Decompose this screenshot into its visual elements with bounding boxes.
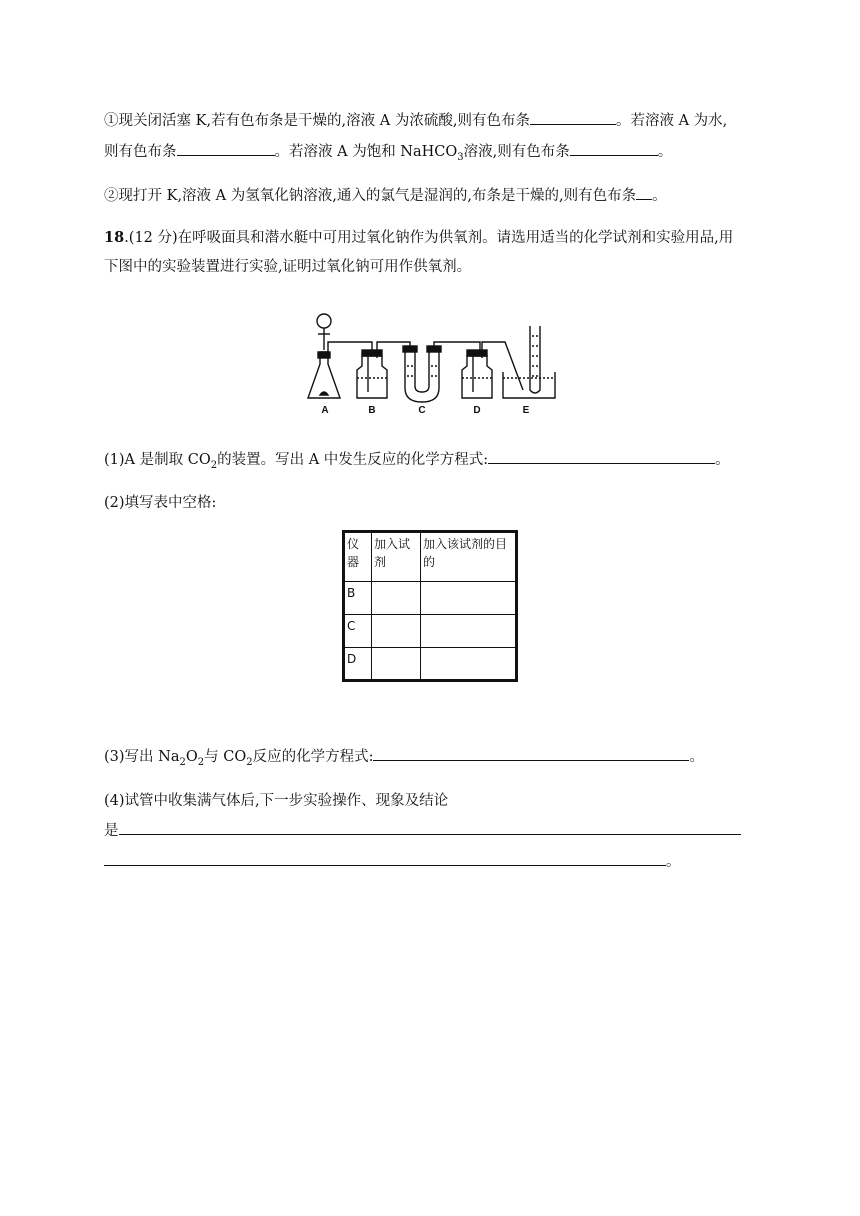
label-b: B bbox=[368, 405, 376, 416]
answer-blank[interactable] bbox=[104, 851, 666, 866]
q18-intro-line2: 下图中的实验装置进行实验,证明过氧化钠可用作供氧剂。 bbox=[104, 259, 472, 275]
row-label: D bbox=[344, 648, 372, 681]
table-row bbox=[344, 582, 517, 615]
q18-part4-line1: (4)试管中收集满气体后,下一步实验操作、现象及结论 bbox=[104, 793, 449, 809]
answer-blank[interactable] bbox=[570, 141, 658, 156]
question-number: 18 bbox=[104, 229, 125, 246]
purpose-cell[interactable] bbox=[421, 615, 517, 648]
table-row bbox=[344, 648, 517, 681]
bottle-d bbox=[462, 356, 492, 398]
q18-part4-line3: 。 bbox=[104, 851, 681, 872]
table-header-row bbox=[344, 532, 517, 582]
q18-part1: (1)A 是制取 $CO_2$的装置。写出 A 中发生反应的化学方程式: 。 bbox=[104, 449, 730, 470]
trough-e bbox=[503, 372, 555, 398]
label-c: C bbox=[418, 405, 426, 416]
q18-part2: (2)填写表中空格: bbox=[104, 495, 217, 511]
answer-blank[interactable] bbox=[530, 110, 616, 125]
flask-a bbox=[308, 352, 340, 398]
header-cell: 加入该试剂的目的 bbox=[421, 532, 517, 582]
reagent-cell[interactable] bbox=[372, 582, 421, 615]
row-label: C bbox=[344, 615, 372, 648]
answer-blank[interactable] bbox=[488, 449, 715, 464]
header-cell: 仪器 bbox=[344, 532, 372, 582]
u-tube-c bbox=[405, 350, 439, 402]
label-d: D bbox=[473, 405, 481, 416]
purpose-cell[interactable] bbox=[421, 582, 517, 615]
q17-item1-line1: ①现关闭活塞 K,若有色布条是干燥的,溶液 A 为浓硫酸,则有色布条 。若溶液 A 为水, bbox=[104, 110, 727, 131]
q17-item2-line: ②现打开 K,溶液 A 为氢氧化钠溶液,通入的氯气是湿润的,布条是干燥的,则有色布条 。 bbox=[104, 185, 667, 206]
answer-blank[interactable] bbox=[177, 141, 275, 156]
reagent-cell[interactable] bbox=[372, 615, 421, 648]
label-a: A bbox=[321, 405, 329, 416]
reagent-cell[interactable] bbox=[372, 648, 421, 681]
label-e: E bbox=[522, 405, 530, 416]
test-tube-e bbox=[530, 326, 540, 393]
row-label: B bbox=[344, 582, 372, 615]
q18-part4-line2: 是 bbox=[104, 820, 741, 841]
table-row bbox=[344, 615, 517, 648]
answer-blank[interactable] bbox=[119, 820, 741, 835]
bottle-b bbox=[357, 356, 387, 398]
q18-intro-line1: 18.(12 分)在呼吸面具和潜水艇中可用过氧化钠作为供氧剂。请选用适当的化学试剂和实验用品,用 bbox=[104, 229, 734, 246]
answer-table bbox=[342, 530, 518, 682]
purpose-cell[interactable] bbox=[421, 648, 517, 681]
q17-item1-line2: 则有色布条 。若溶液 A 为饱和 NaHCO$_3$溶液,则有色布条 。 bbox=[104, 141, 672, 162]
answer-blank[interactable] bbox=[373, 746, 689, 761]
answer-blank[interactable] bbox=[636, 185, 652, 200]
funnel-bulb bbox=[317, 314, 331, 328]
apparatus-diagram bbox=[305, 306, 560, 418]
header-cell: 加入试剂 bbox=[372, 532, 421, 582]
q18-part3: (3)写出 $Na_2O_2$与 $CO_2$反应的化学方程式: 。 bbox=[104, 746, 704, 767]
